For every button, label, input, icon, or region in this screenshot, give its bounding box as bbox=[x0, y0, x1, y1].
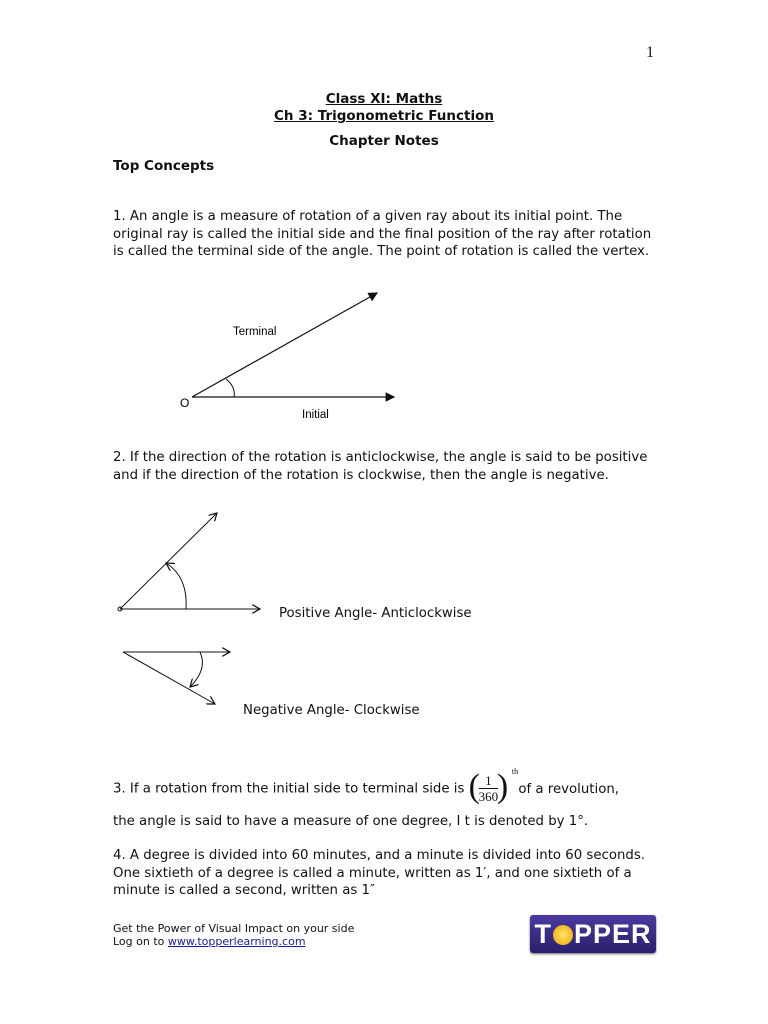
initial-label: Initial bbox=[302, 409, 329, 421]
angle-diagram bbox=[170, 285, 410, 425]
topperlearning-link[interactable]: www.topperlearning.com bbox=[167, 935, 306, 948]
point-3-after: of a revolution, bbox=[518, 781, 619, 797]
negative-angle-label: Negative Angle- Clockwise bbox=[243, 703, 420, 718]
angle-arc bbox=[226, 379, 234, 397]
point-2: 2. If the direction of the rotation is anticlockwise, the angle is said to be positive and if the direction of the rotation is clockwise, then the angle is negative. bbox=[113, 450, 648, 483]
chapter-title bbox=[0, 108, 768, 124]
notes-title: Chapter Notes bbox=[329, 133, 439, 149]
footer-tagline: Get the Power of Visual Impact on your side bbox=[113, 922, 355, 935]
point-3 bbox=[113, 767, 673, 805]
logo-left-text: T bbox=[534, 919, 552, 949]
point-3-before: 3. If a rotation from the initial side to terminal side is bbox=[113, 781, 465, 797]
terminal-label: Terminal bbox=[233, 326, 277, 338]
negative-terminal-ray bbox=[123, 652, 215, 704]
one-by-360-fraction: ( 1 360 ) th bbox=[471, 773, 507, 804]
page-number: 1 bbox=[646, 44, 654, 61]
positive-terminal-ray bbox=[120, 513, 217, 609]
negative-rotation-arc bbox=[190, 652, 202, 687]
section-title: Top Concepts bbox=[113, 158, 215, 174]
positive-angle-label: Positive Angle- Anticlockwise bbox=[279, 606, 472, 621]
footer-logon bbox=[113, 935, 306, 948]
vertex-label: O bbox=[180, 396, 190, 410]
chapter-title-text: Ch 3: Trigonometric Function bbox=[274, 108, 494, 124]
point-4: 4. A degree is divided into 60 minutes, and a minute is divided into 60 seconds. One sixtieth of a degree is called a minute, written as 1′, and one sixtieth of a minute is called a second, written as 1″ bbox=[113, 848, 646, 898]
negative-angle-diagram bbox=[118, 645, 238, 710]
fraction-numerator: 1 bbox=[479, 773, 499, 789]
point-3-line2: the angle is said to have a measure of one degree, I t is denoted by 1°. bbox=[113, 814, 589, 829]
terminal-ray bbox=[192, 293, 377, 397]
topper-logo bbox=[530, 915, 656, 953]
positive-angle-diagram bbox=[110, 505, 270, 620]
class-title bbox=[0, 91, 768, 107]
logo-right-text: PPER bbox=[573, 919, 652, 949]
footer-logon-prefix: Log on to bbox=[113, 935, 168, 948]
class-title-text: Class XI: Maths bbox=[325, 91, 443, 107]
point-1: 1. An angle is a measure of rotation of a given ray about its initial point. The original ray is called the initial side and the final position of the ray after rotation is called the terminal side of the angle. The point of rotation is called the vertex. bbox=[113, 209, 652, 259]
fraction-superscript: th bbox=[511, 767, 519, 776]
logo-star-icon bbox=[553, 925, 573, 945]
fraction-denominator: 360 bbox=[478, 789, 499, 804]
positive-rotation-arc bbox=[166, 563, 186, 609]
